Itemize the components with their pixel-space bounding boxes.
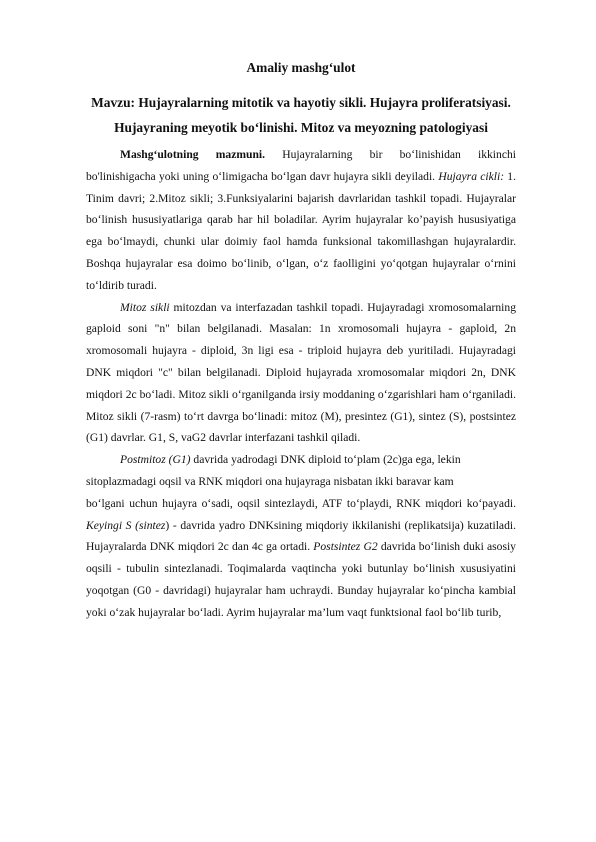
paragraph-text: ) - davrida yadro DNKsining miqdoriy ikkilanishi (replikatsija) kuzatiladi. Hujayralarda DNK miqdori 2c dan 4c ga ortadi.	[86, 518, 516, 554]
paragraph-term: Postsintez G2	[313, 540, 378, 554]
paragraph-term: Mitoz sikli	[120, 300, 170, 314]
paragraph-synthesis	[86, 493, 516, 624]
paragraph-postmitosis	[86, 449, 516, 493]
document-page	[86, 58, 516, 624]
paragraph-term: Keyingi S (sintez	[86, 518, 166, 532]
paragraph-term: Hujayra cikli:	[438, 169, 505, 183]
paragraph-text: davrida bo‘linish duki asosiy oqsili - tubulin sintezlanadi. Toqimalarda vaqtincha yoki butunlay bo‘linish xususiyatini yoqotgan (G0 - davridagi) hujayralar ham uchraydi. Bunday hujayralar ko‘pincha kambial yoki o‘zak hujayralar bo‘ladi. Ayrim hujayralar ma’lum vaqt funktsional faol bo‘lib turib,	[86, 540, 516, 619]
paragraph-text: mitozdan va interfazadan tashkil topadi. Hujayradagi xromosomalarning gaploid soni "n" bilan belgilanadi. Masalan: 1n xromosomali hujayra - gaploid, 2n xromosomali hujayra - diploid, 3n ligi esa - triploid hujayra deb yuritiladi. Hujayradagi DNK miqdori "c" bilan belgilanadi. Diploid hujayrada xromosomalar miqdori 2n, DNK miqdori 2c bo‘ladi. Mitoz sikli o‘rganilganda irsiy moddaning o‘zgarishlari ham o‘rganiladi. Mitoz sikli (7-rasm) to‘rt davrga bo‘linadi: mitoz (M), presintez (G1), sintez (S), postsintez (G1) davrlar. G1, S, vaG2 davrlar interfazani tashkil qiladi.	[86, 300, 516, 445]
document-title: Amaliy mashg‘ulot	[246, 60, 356, 75]
paragraph-text: 1. Tinim davri; 2.Mitoz sikli; 3.Funksiyalarini bajarish davrlaridan tashkil topadi. Hujayralar bo‘linish hususiyatlariga qarab har hil boladilar. Ayrim hujayralar ko’payish hususiyatiga ega bo‘lmaydi, chunki ular doimiy faol hamda funksional takomillashgan hujayralardir. Boshqa hujayralar esa doimo bo‘linib, o‘lgan, o‘z faolligini yo‘qotgan hujayralar o‘rnini to‘ldirib turadi.	[86, 169, 517, 292]
document-topic: Mavzu: Hujayralarning mitotik va hayotiy sikli. Hujayra proliferatsiyasi. Hujayraning meyotik bo‘linishi. Mitoz va meyozning patologiyasi	[91, 95, 511, 135]
paragraph-term: Postmitoz (G1)	[120, 453, 191, 467]
paragraph-text: Hujayralarning bir bo‘linishidan ikkinchi bo'linishigacha yoki uning o‘limigacha bo‘lgan davr hujayra sikli deyiladi.	[86, 148, 516, 183]
paragraph-lead: Mashg‘ulotning mazmuni.	[120, 148, 266, 161]
paragraph-mitotic-cycle	[86, 297, 516, 450]
paragraph-content-summary	[86, 144, 516, 297]
paragraph-text: davrida yadrodagi DNK diploid to‘plam (2c)ga ega, lekin sitoplazmadagi oqsil va RNK miqdori ona hujayraga nisbatan ikki baravar kam	[86, 453, 461, 488]
paragraph-text: bo‘lgani uchun hujayra o‘sadi, oqsil sintezlaydi, ATF to‘playdi, RNK miqdori ko‘payadi.	[86, 496, 516, 510]
